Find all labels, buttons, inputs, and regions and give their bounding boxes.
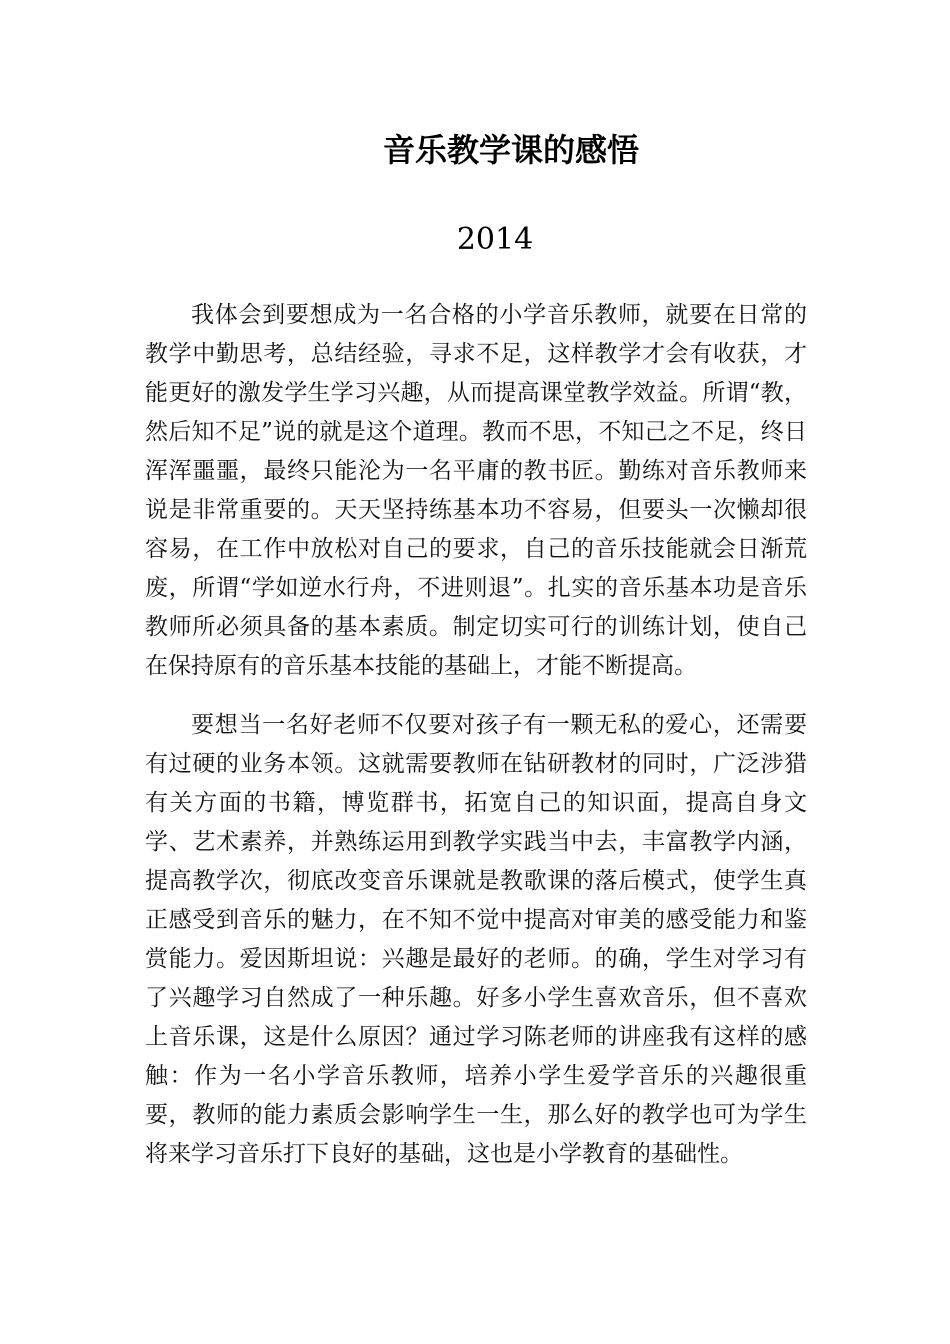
paragraph-1: 我体会到要想成为一名合格的小学音乐教师，就要在日常的教学中勤思考，总结经验，寻求不足，这样教学才会有收获，才能更好的激发学生学习兴趣，从而提高课堂教学效益。所谓“教，然后知不足”说的就是这个道理。教而不思，不知己之不足，终日浑浑噩噩，最终只能沦为一名平庸的教书匠。勤练对音乐教师来说是非常重要的。天天坚持练基本功不容易，但要头一次懒却很容易，在工作中放松对自己的要求，自己的音乐技能就会日渐荒废，所谓“学如逆水行舟，不进则退”。扎实的音乐基本功是音乐教师所必须具备的基本素质。制定切实可行的训练计划，使自己在保持原有的音乐基本技能的基础上，才能不断提高。 <box>145 302 807 679</box>
document-body <box>145 296 807 1194</box>
paragraph-2: 要想当一名好老师不仅要对孩子有一颗无私的爱心，还需要有过硬的业务本领。这就需要教师在钻研教材的同时，广泛涉猎有关方面的书籍，博览群书，拓宽自己的知识面，提高自身文学、艺术素养，并熟练运用到教学实践当中去，丰富教学内涵，提高教学次，彻底改变音乐课就是教歌课的落后模式，使学生真正感受到音乐的魅力，在不知不觉中提高对审美的感受能力和鉴赏能力。爱因斯坦说：兴趣是最好的老师。的确，学生对学习有了兴趣学习自然成了一种乐趣。好多小学生喜欢音乐，但不喜欢上音乐课，这是什么原因？通过学习陈老师的讲座我有这样的感触：作为一名小学音乐教师，培养小学生爱学音乐的兴趣很重要，教师的能力素质会影响学生一生，那么好的教学也可为学生将来学习音乐打下良好的基础，这也是小学教育的基础性。 <box>145 712 807 1167</box>
document-title: 音乐教学课的感悟 <box>382 131 639 169</box>
document-year: 2014 <box>456 222 534 257</box>
